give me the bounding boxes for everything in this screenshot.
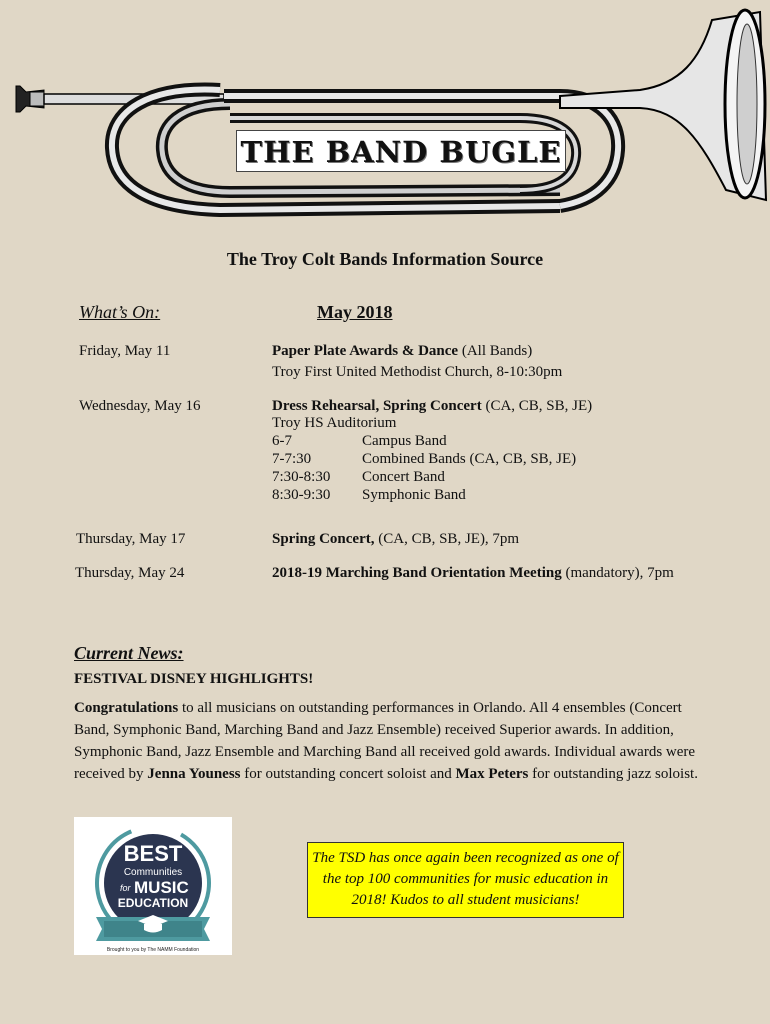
newsletter-title: THE BAND BUGLE xyxy=(236,130,566,172)
event-detail: (mandatory), 7pm xyxy=(561,565,674,581)
news-text: to all musicians on outstanding performances in Orlando. All 4 ensembles (Concert Band, Symphonic Band, Marching Band and Jazz Ensemble) received Superior awards. In addition, Symphonic Band, Jazz Ensemble and Marching Band all received gold awards. Individual awards were received by xyxy=(74,700,696,782)
event-title-line xyxy=(272,565,674,582)
logo-communities: Communities xyxy=(123,867,183,878)
logo-best: BEST xyxy=(123,841,183,866)
news-bold: Jenna Youness xyxy=(147,766,241,782)
bugle-illustration xyxy=(0,0,770,240)
event-date: Thursday, May 24 xyxy=(75,565,185,581)
news-title: FESTIVAL DISNEY HIGHLIGHTS! xyxy=(74,671,314,687)
schedule-group: Symphonic Band xyxy=(362,487,466,503)
schedule-row xyxy=(272,433,447,450)
schedule-row xyxy=(272,469,445,486)
event-date: Friday, May 11 xyxy=(79,343,171,359)
event-title: 2018-19 Marching Band Orientation Meeting xyxy=(272,565,562,581)
best-communities-logo xyxy=(74,817,232,955)
whats-on-heading: What’s On: xyxy=(79,302,161,322)
schedule-time: 8:30-9:30 xyxy=(272,487,331,503)
event-title-line xyxy=(272,531,519,548)
event-title: Paper Plate Awards & Dance xyxy=(272,343,459,359)
event-title: Dress Rehearsal, Spring Concert xyxy=(272,398,482,414)
event-date: Wednesday, May 16 xyxy=(79,398,201,414)
logo-music: MUSIC xyxy=(134,878,189,897)
event-detail: (All Bands) xyxy=(458,343,533,359)
news-paragraph xyxy=(74,697,714,785)
schedule-time: 7:30-8:30 xyxy=(272,469,331,485)
event-location: Troy HS Auditorium xyxy=(272,415,397,431)
schedule-row xyxy=(272,451,576,468)
schedule-group: Combined Bands (CA, CB, SB, JE) xyxy=(362,451,577,467)
logo-for: for xyxy=(120,883,131,893)
news-text: for outstanding jazz soloist. xyxy=(528,766,698,782)
schedule-row xyxy=(272,487,466,504)
logo-footer: Brought to you by The NAMM Foundation xyxy=(106,947,200,953)
current-news-heading: Current News: xyxy=(74,643,184,663)
event-date: Thursday, May 17 xyxy=(76,531,186,547)
event-title: Spring Concert, xyxy=(272,531,375,547)
newsletter-subtitle: The Troy Colt Bands Information Source xyxy=(226,249,544,269)
schedule-time: 6-7 xyxy=(272,433,292,449)
schedule-group: Concert Band xyxy=(362,469,445,485)
event-location: Troy First United Methodist Church, 8-10:30pm xyxy=(272,364,563,380)
event-detail: (CA, CB, SB, JE), 7pm xyxy=(374,531,520,547)
logo-graphic xyxy=(74,817,232,955)
schedule-time: 7-7:30 xyxy=(272,451,312,467)
news-bold: Max Peters xyxy=(455,766,529,782)
logo-education: EDUCATION xyxy=(117,896,189,910)
event-detail: (CA, CB, SB, JE) xyxy=(481,398,593,414)
schedule-group: Campus Band xyxy=(362,433,447,449)
month-heading: May 2018 xyxy=(317,302,393,322)
event-title-line xyxy=(272,343,532,360)
news-bold: Congratulations xyxy=(74,700,179,716)
event-title-line xyxy=(272,398,592,415)
recognition-callout: The TSD has once again been recognized as one of the top 100 communities for music education in 2018! Kudos to all student musicians! xyxy=(307,842,624,918)
news-text: for outstanding concert soloist and xyxy=(240,766,456,782)
